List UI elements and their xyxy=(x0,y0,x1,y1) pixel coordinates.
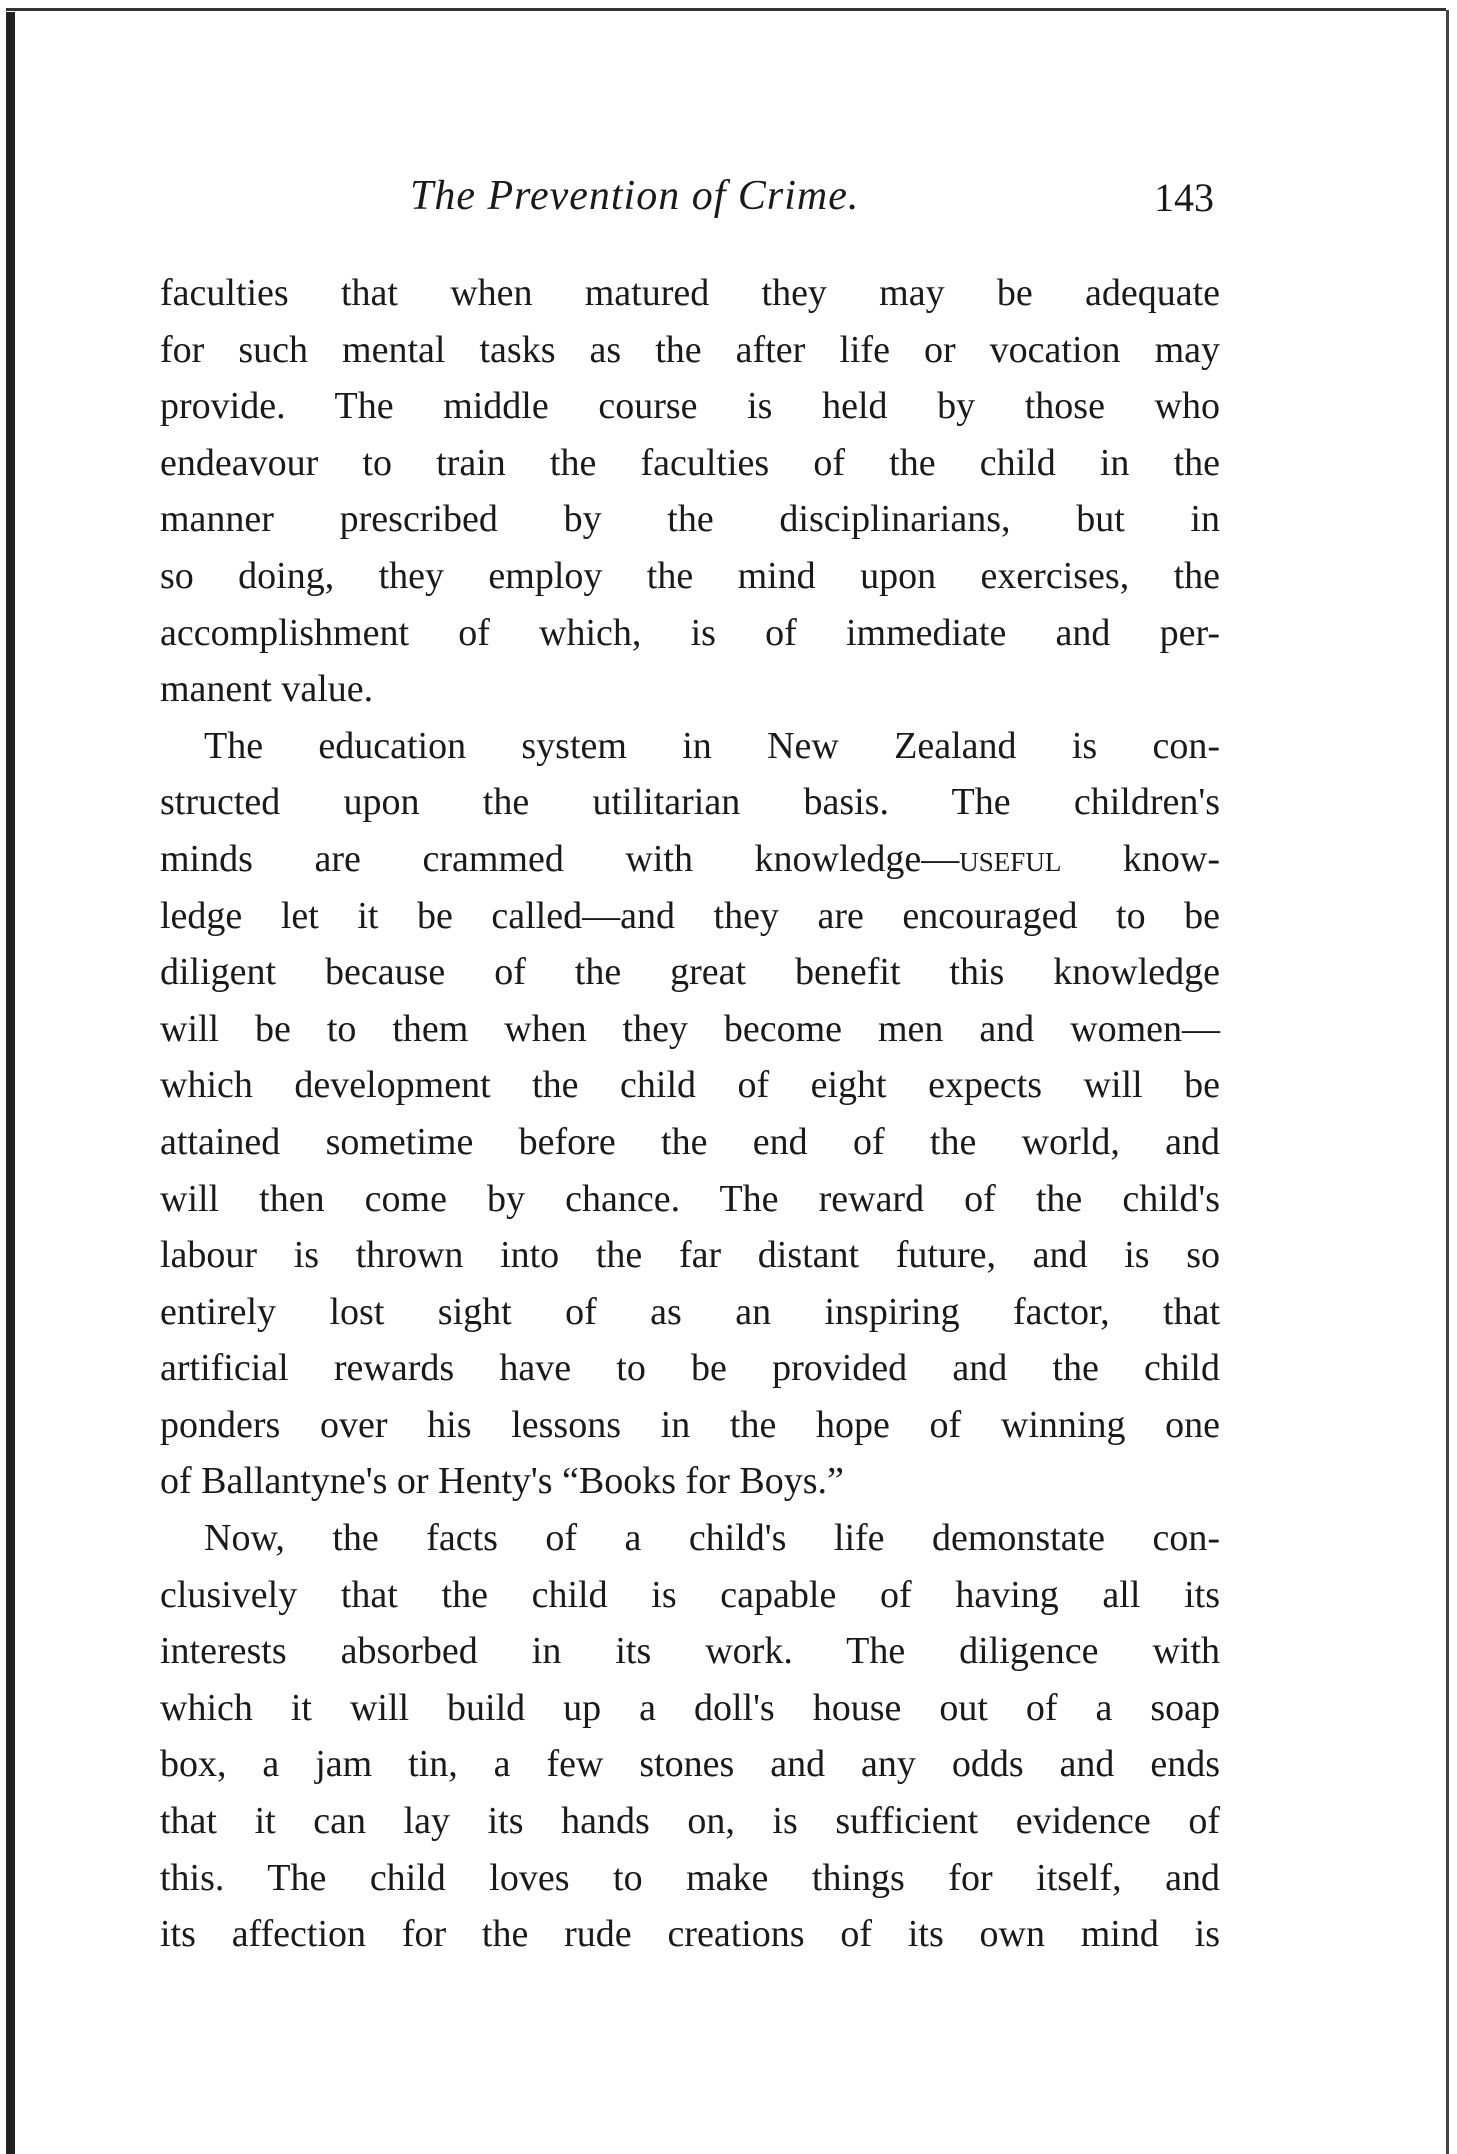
text-line: interests absorbed in its work. The diligence with xyxy=(160,1630,1220,1673)
text-line: manner prescribed by the disciplinarians, but in xyxy=(160,498,1220,541)
page-top-edge xyxy=(6,8,1446,11)
page-right-edge xyxy=(1446,10,1449,2154)
text-line: its affection for the rude creations of its own mind is xyxy=(160,1913,1220,1956)
text-line: clusively that the child is capable of having all its xyxy=(160,1573,1220,1616)
text-line: which it will build up a doll's house out of a soap xyxy=(160,1686,1220,1729)
text-line: endeavour to train the faculties of the child in the xyxy=(160,441,1220,484)
text-line: accomplishment of which, is of immediate and per- xyxy=(160,611,1220,654)
text-line: manent value. xyxy=(160,668,374,711)
text-line: structed upon the utilitarian basis. The children's xyxy=(160,781,1220,824)
text-line: diligent because of the great benefit this knowledge xyxy=(160,951,1220,994)
book-spine-edge xyxy=(6,12,15,2154)
paragraph-start-line: The education system in New Zealand is con- xyxy=(204,724,1220,767)
page-header xyxy=(160,172,1220,222)
text-line: ponders over his lessons in the hope of winning one xyxy=(160,1403,1220,1446)
text-line: will be to them when they become men and women— xyxy=(160,1007,1220,1050)
text-line: entirely lost sight of as an inspiring factor, that xyxy=(160,1290,1220,1333)
text-line: ledge let it be called—and they are encouraged to be xyxy=(160,894,1220,937)
small-caps-emphasis: useful xyxy=(959,837,1062,880)
text-line: artificial rewards have to be provided and the child xyxy=(160,1347,1220,1390)
text-line: minds are crammed with knowledge—useful know- xyxy=(160,837,1220,880)
body-text xyxy=(160,265,1220,1963)
text-line: box, a jam tin, a few stones and any odds and ends xyxy=(160,1743,1220,1786)
text-line: faculties that when matured they may be adequate xyxy=(160,272,1220,314)
page-number: 143 xyxy=(1154,175,1214,220)
text-line: attained sometime before the end of the world, and xyxy=(160,1120,1220,1163)
running-title: The Prevention of Crime. xyxy=(410,173,860,219)
text-line: labour is thrown into the far distant future, and is so xyxy=(160,1234,1220,1277)
paragraph-start-line: Now, the facts of a child's life demonstate con- xyxy=(204,1517,1220,1560)
text-line: of Ballantyne's or Henty's “Books for Boys.” xyxy=(160,1460,844,1503)
text-line: that it can lay its hands on, is sufficient evidence of xyxy=(160,1800,1220,1843)
text-line: so doing, they employ the mind upon exercises, the xyxy=(160,554,1220,597)
text-line: provide. The middle course is held by those who xyxy=(160,385,1220,428)
text-line: for such mental tasks as the after life or vocation may xyxy=(160,328,1220,371)
text-line: this. The child loves to make things for itself, and xyxy=(160,1856,1220,1899)
text-line: will then come by chance. The reward of the child's xyxy=(160,1177,1220,1220)
text-line: which development the child of eight expects will be xyxy=(160,1064,1220,1107)
